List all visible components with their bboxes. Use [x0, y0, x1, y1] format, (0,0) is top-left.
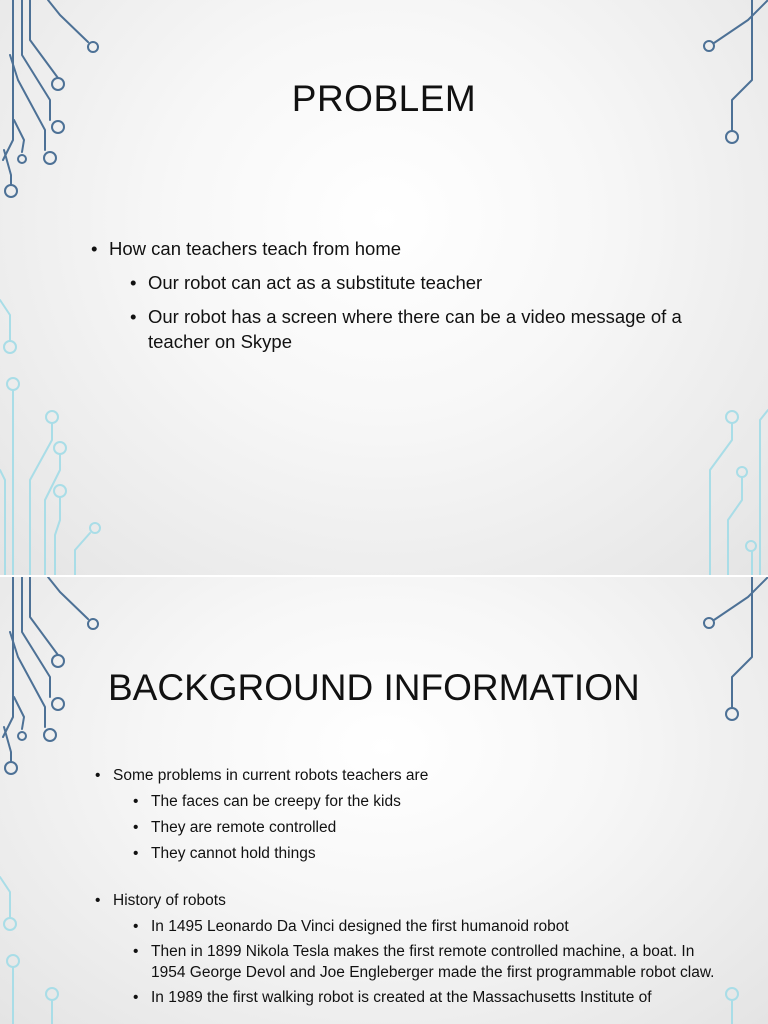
- bullet-icon: •: [95, 892, 101, 909]
- list-item: [95, 890, 723, 911]
- slide-title: BACKGROUND INFORMATION: [108, 667, 640, 708]
- list-item-text: Then in 1899 Nikola Tesla makes the first remote controlled machine, a boat. In 1954 George Devol and Joe Engleberger made the first programmable robot claw.: [151, 943, 715, 981]
- list-item-text: Our robot can act as a substitute teacher: [148, 272, 483, 293]
- list-item: [91, 236, 734, 261]
- list-item: [133, 988, 723, 1009]
- list-item: [130, 304, 734, 354]
- list-item: [133, 791, 723, 812]
- list-item: [133, 817, 723, 838]
- bullet-icon: •: [133, 918, 139, 935]
- slide-background-information: [0, 577, 768, 1024]
- list-item: [133, 843, 723, 864]
- bullet-icon: •: [130, 272, 137, 293]
- bullet-list: [95, 765, 723, 1014]
- list-item-text: Our robot has a screen where there can be a video message of a teacher on Skype: [148, 306, 682, 352]
- bullet-list: [91, 236, 734, 363]
- list-item-text: History of robots: [113, 892, 226, 909]
- list-item: [130, 270, 734, 295]
- list-item-text: Some problems in current robots teachers are: [113, 767, 429, 784]
- list-item-text: They cannot hold things: [151, 845, 316, 862]
- bullet-icon: •: [133, 989, 139, 1006]
- list-item-text: In 1495 Leonardo Da Vinci designed the first humanoid robot: [151, 918, 569, 935]
- slide-title: PROBLEM: [291, 78, 477, 119]
- list-item: [95, 765, 723, 786]
- bullet-icon: •: [130, 306, 137, 327]
- bullet-icon: •: [133, 845, 139, 862]
- bullet-icon: •: [133, 819, 139, 836]
- bullet-icon: •: [91, 238, 98, 259]
- bullet-icon: •: [133, 943, 139, 960]
- bullet-icon: •: [133, 793, 139, 810]
- list-item: [133, 916, 723, 937]
- list-item-text: How can teachers teach from home: [109, 238, 402, 259]
- bullet-icon: •: [95, 767, 101, 784]
- list-item-text: In 1989 the first walking robot is created at the Massachusetts Institute of: [151, 989, 652, 1006]
- list-item-text: They are remote controlled: [151, 819, 337, 836]
- list-item-text: The faces can be creepy for the kids: [151, 793, 401, 810]
- list-spacer: [113, 869, 723, 890]
- list-item: [133, 942, 723, 983]
